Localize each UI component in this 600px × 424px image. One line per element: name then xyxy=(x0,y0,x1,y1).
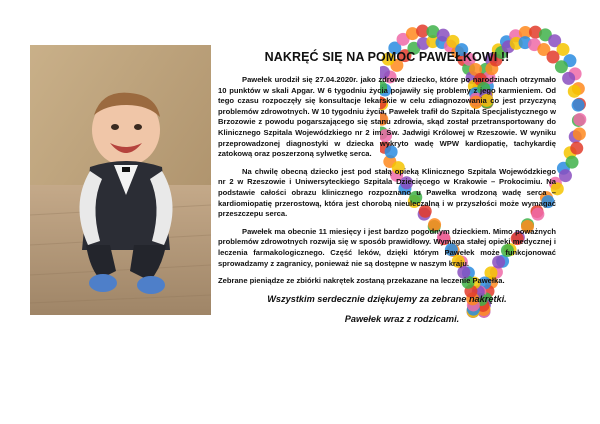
paragraph-diagnosis: Pawełek urodził się 27.04.2020r. jako zdrowe dziecko, które po narodzinach otrzymało 10 punktów w skali Apgar. W 6 tygodniu życia pojawiły się problemy z jego karmieniem. Od tego czasu rozpoczęły się konsultacje lekarskie w celu zdiagnozowania co jest przyczyną problemów zdrowotnych. W 10 tygodniu życia, Pawełek trafił do Szpitala Specjalistycznego w Brzozowie z powodu pogarszającego się stanu zdrowia, skąd został przetransportowany do Klinicznego Szpitala Wojewódzkiego nr 2 im. Św. Jadwigi Królowej w Rzeszowie. W wyniku przeprowadzonej diagnostyki w dziecka wykryto wadę WPW kardiopatię, tachykardię zatokową oraz poszerzoną sylwetkę serca. xyxy=(218,75,556,159)
page-title: NAKRĘĆ SIĘ NA POMOC PAWEŁKOWI !! xyxy=(264,50,510,64)
paragraph-donation: Zebrane pieniądze ze zbiórki nakrętek zostaną przekazane na leczenie Pawełka. xyxy=(218,276,505,286)
bottle-cap xyxy=(568,85,581,98)
bottle-cap xyxy=(570,142,583,155)
bottle-cap xyxy=(573,113,586,126)
appeal-text-block xyxy=(218,50,556,324)
paragraph-current-state: Pawełek ma obecnie 11 miesięcy i jest bardzo pogodnym dzieckiem. Mimo poważnych problemów zdrowotnych rozwija się w sposób prawidłowy. Wymaga stałej opieki medycznej i leczenia farmakologicznego. Część leków, dzięki którym Pawełek może funkcjonować sprowadzamy z zagranicy, ponieważ nie są dostępne w naszym kraju. xyxy=(218,226,556,268)
bottle-cap xyxy=(559,169,572,182)
bottle-cap xyxy=(555,60,568,73)
bottle-cap xyxy=(566,156,579,169)
bottle-cap xyxy=(572,99,585,112)
bottle-cap xyxy=(562,72,575,85)
paragraph-care: Na chwilę obecną dziecko jest pod stałą opieką Klinicznego Szpitala Wojewódzkiego nr 2 w Rzeszowie i Uniwersyteckiego Szpitala Dziecięcego w Krakowie – Prokocimiu. Na podstawie całości obrazu klinicznego rozpoznano u Pawełka wrodzoną wadę serca – kardiomiopatię przerostową, która jest chorobą nieuleczalną i w przyszłości może wymagać przeszczepu serca. xyxy=(218,166,556,219)
thanks-line: Wszystkim serdecznie dziękujemy za zebrane nakrętki. xyxy=(267,293,507,304)
bottle-cap xyxy=(573,127,586,140)
signature-line: Pawełek wraz z rodzicami. xyxy=(344,313,460,324)
baby-photo xyxy=(30,45,211,315)
